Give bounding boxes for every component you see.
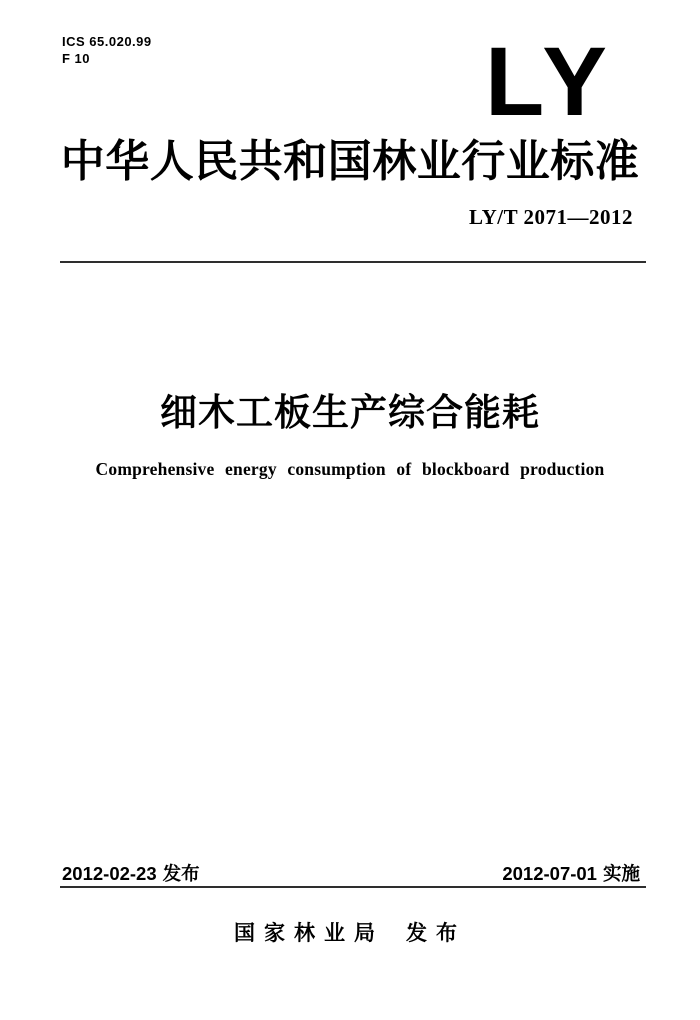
issue-date: 2012-02-23 [62, 863, 157, 884]
ics-block [62, 33, 152, 67]
publisher-action-label: 发布 [406, 922, 466, 945]
implementation-date-label: 实施 [602, 863, 640, 884]
publisher-line [0, 917, 700, 947]
footer-rule [60, 886, 646, 888]
header-rule [60, 261, 646, 263]
classification-code: F 10 [62, 51, 91, 66]
document-title-en: Comprehensive energy consumption of blockboard production [95, 459, 605, 479]
dates-row [62, 860, 640, 886]
document-title-zh: 细木工板生产综合能耗 [160, 392, 540, 433]
ly-logo: LY [484, 27, 614, 136]
publisher-name: 国家林业局 [234, 922, 384, 945]
standard-number: LY/T 2071—2012 [469, 205, 633, 229]
issue-date-label: 发布 [162, 863, 200, 884]
implementation-date-line [502, 860, 640, 886]
standard-category-title: 中华人民共和国林业行业标准 [60, 137, 640, 186]
issue-date-line [62, 860, 200, 886]
implementation-date: 2012-07-01 [502, 863, 597, 884]
ics-code: ICS 65.020.99 [62, 34, 152, 49]
